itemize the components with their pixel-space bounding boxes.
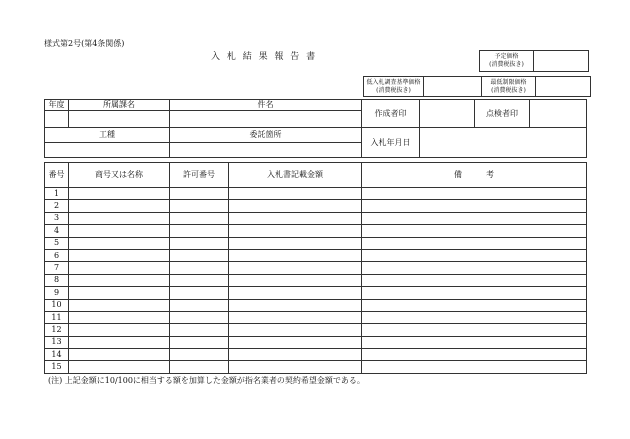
bid-amount-cell[interactable] [229,200,362,212]
table-row [45,361,587,374]
table-row [45,237,587,249]
license-number-cell[interactable] [170,200,229,212]
license-header: 許可番号 [170,163,229,188]
bid-table [44,162,587,374]
bid-amount-cell[interactable] [229,262,362,274]
license-number-cell[interactable] [170,324,229,336]
remarks-header: 備 考 [362,163,587,188]
bid-amount-cell[interactable] [229,311,362,323]
checker-seal-cell[interactable] [530,100,587,128]
bidder-name-cell[interactable] [69,274,170,286]
remarks-cell[interactable] [362,349,587,361]
row-number: 5 [45,237,69,249]
license-number-cell[interactable] [170,237,229,249]
bidder-name-cell[interactable] [69,336,170,348]
table-row [45,287,587,299]
min-limit-value[interactable] [536,77,591,97]
location-header: 委託箇所 [170,128,362,142]
planned-price-value[interactable] [534,51,589,72]
row-number: 14 [45,349,69,361]
license-number-cell[interactable] [170,249,229,261]
table-row [45,311,587,323]
license-number-cell[interactable] [170,361,229,374]
remarks-cell[interactable] [362,225,587,237]
remarks-cell[interactable] [362,336,587,348]
fiscal-year-header: 年度 [45,100,69,111]
bidder-name-cell[interactable] [69,200,170,212]
bidder-name-cell[interactable] [69,188,170,200]
table-row [45,349,587,361]
low-bid-standard-value[interactable] [424,77,482,97]
work-type-value[interactable] [45,142,170,157]
prepared-seal-cell[interactable] [420,100,475,128]
bidder-name-cell[interactable] [69,212,170,224]
bid-amount-cell[interactable] [229,324,362,336]
low-bid-standard-label: 低入札調査基準価格 [366,78,421,86]
license-number-cell[interactable] [170,188,229,200]
license-number-cell[interactable] [170,225,229,237]
bid-amount-cell[interactable] [229,299,362,311]
row-number: 12 [45,324,69,336]
row-number: 9 [45,287,69,299]
bidder-name-cell[interactable] [69,349,170,361]
remarks-cell[interactable] [362,311,587,323]
row-number: 11 [45,311,69,323]
bidder-name-cell[interactable] [69,299,170,311]
license-number-cell[interactable] [170,336,229,348]
row-number: 15 [45,361,69,374]
row-number: 7 [45,262,69,274]
row-number: 8 [45,274,69,286]
table-row [45,262,587,274]
bid-date-value[interactable] [420,128,587,158]
table-row [45,299,587,311]
department-value[interactable] [69,111,170,128]
name-header: 商号又は名称 [69,163,170,188]
bid-amount-cell[interactable] [229,287,362,299]
bidder-name-cell[interactable] [69,262,170,274]
min-limit-note: (消費税抜き) [491,86,526,94]
info-table [44,99,587,158]
row-number: 4 [45,225,69,237]
remarks-cell[interactable] [362,299,587,311]
bid-amount-cell[interactable] [229,225,362,237]
low-bid-standard-note: (消費税抜き) [376,86,411,94]
work-type-header: 工種 [45,128,170,142]
no-header: 番号 [45,163,69,188]
table-row [45,188,587,200]
row-number: 2 [45,200,69,212]
subject-value[interactable] [170,111,362,128]
planned-price-box [479,50,589,72]
license-number-cell[interactable] [170,274,229,286]
remarks-cell[interactable] [362,200,587,212]
bidder-name-cell[interactable] [69,287,170,299]
bidder-name-cell[interactable] [69,237,170,249]
license-number-cell[interactable] [170,311,229,323]
license-number-cell[interactable] [170,299,229,311]
row-number: 6 [45,249,69,261]
form-number: 様式第2号(第4条関係) [44,39,125,48]
bid-date-label: 入札年月日 [362,128,420,158]
checker-seal-label: 点検者印 [475,100,530,128]
remarks-cell[interactable] [362,361,587,374]
amount-header: 入札書記載金額 [229,163,362,188]
footnote: (注) 上記金額に10/100に相当する額を加算した金額が指名業者の契約希望金額である。 [48,376,365,385]
bid-amount-cell[interactable] [229,237,362,249]
bidder-name-cell[interactable] [69,249,170,261]
low-bid-standard-box [363,76,591,97]
license-number-cell[interactable] [170,262,229,274]
bid-amount-cell[interactable] [229,349,362,361]
bidder-name-cell[interactable] [69,225,170,237]
min-limit-label: 最低制限価格 [490,78,527,86]
remarks-cell[interactable] [362,324,587,336]
planned-price-note: (消費税抜き) [489,61,524,68]
row-number: 3 [45,212,69,224]
table-row [45,225,587,237]
license-number-cell[interactable] [170,349,229,361]
planned-price-label: 予定価格 [494,53,519,60]
bid-amount-cell[interactable] [229,188,362,200]
fiscal-year-value[interactable] [45,111,69,128]
row-number: 1 [45,188,69,200]
department-header: 所属課名 [69,100,170,111]
remarks-cell[interactable] [362,249,587,261]
bidder-name-cell[interactable] [69,361,170,374]
table-row [45,324,587,336]
document-title: 入 札 結 果 報 告 書 [211,52,318,62]
location-value[interactable] [170,142,362,157]
bid-amount-cell[interactable] [229,361,362,374]
table-row [45,212,587,224]
bid-amount-cell[interactable] [229,274,362,286]
bid-amount-cell[interactable] [229,212,362,224]
table-row [45,200,587,212]
bid-amount-cell[interactable] [229,336,362,348]
table-row [45,336,587,348]
remarks-cell[interactable] [362,274,587,286]
remarks-cell[interactable] [362,212,587,224]
remarks-cell[interactable] [362,188,587,200]
license-number-cell[interactable] [170,212,229,224]
remarks-cell[interactable] [362,287,587,299]
row-number: 13 [45,336,69,348]
remarks-cell[interactable] [362,262,587,274]
subject-header: 件名 [170,100,362,111]
row-number: 10 [45,299,69,311]
table-row [45,249,587,261]
bidder-name-cell[interactable] [69,324,170,336]
bidder-name-cell[interactable] [69,311,170,323]
table-row [45,274,587,286]
prepared-seal-label: 作成者印 [362,100,420,128]
remarks-cell[interactable] [362,237,587,249]
license-number-cell[interactable] [170,287,229,299]
bid-amount-cell[interactable] [229,249,362,261]
